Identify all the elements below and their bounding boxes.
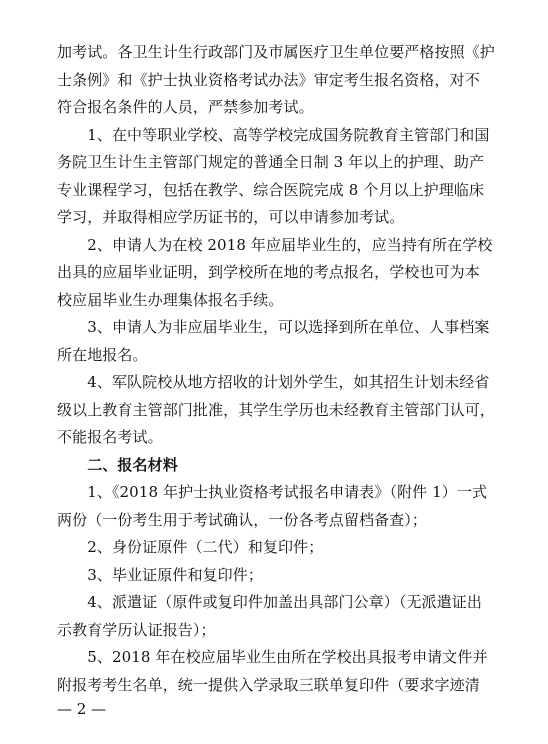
body-line: 4、军队院校从地方招收的计划外学生，如其招生计划未经省	[57, 373, 490, 391]
body-line: 2、身份证原件（二代）和复印件；	[57, 538, 324, 556]
body-line: 务院卫生计生主管部门规定的普通全日制 3 年以上的护理、助产	[57, 153, 485, 171]
body-line: 4、派遣证（原件或复印件加盖出具部门公章）（无派遣证出	[57, 593, 482, 611]
body-line: 1、《2018 年护士执业资格考试报名申请表》（附件 1）一式	[57, 483, 488, 501]
body-line: 加考试。各卫生计生行政部门及市属医疗卫生单位要严格按照《护	[57, 43, 495, 61]
body-line: 5、2018 年在校应届毕业生由所在学校出具报考申请文件并	[57, 648, 488, 666]
body-line: 符合报名条件的人员，严禁参加考试。	[57, 98, 314, 116]
body-line: 3、毕业证原件和复印件；	[57, 565, 263, 584]
body-line: 学习，并取得相应学历证书的，可以申请参加考试。	[57, 208, 405, 226]
body-line: 2、申请人为在校 2018 年应届毕业生的，应当持有所在学校	[57, 235, 493, 254]
body-line: 示教育学历认证报告）；	[57, 620, 216, 639]
document-body	[57, 39, 493, 699]
body-line: 不能报名考试。	[57, 428, 163, 446]
body-line: 1、在中等职业学校、高等学校完成国务院教育主管部门和国	[57, 125, 490, 144]
body-line: 专业课程学习，包括在教学、综合医院完成 8 个月以上护理临床	[57, 180, 485, 199]
page-number: — 2 —	[57, 700, 107, 718]
body-line: 校应届毕业生办理集体报名手续。	[57, 290, 284, 309]
body-line: 出具的应届毕业证明，到学校所在地的考点报名，学校也可为本	[57, 263, 480, 281]
body-line: 3、申请人为非应届毕业生，可以选择到所在单位、人事档案	[57, 318, 490, 336]
section-heading: 二、报名材料	[57, 455, 178, 474]
body-line: 所在地报名。	[57, 345, 148, 364]
body-line: 级以上教育主管部门批准，其学生学历也未经教育主管部门认可，	[57, 400, 495, 419]
body-line: 两份（一份考生用于考试确认，一份各考点留档备查）；	[57, 510, 428, 529]
body-line: 士条例》和《护士执业资格考试办法》审定考生报名资格，对不	[57, 70, 480, 89]
body-line: 附报考考生名单，统一提供入学录取三联单复印件（要求字迹清	[57, 675, 480, 694]
